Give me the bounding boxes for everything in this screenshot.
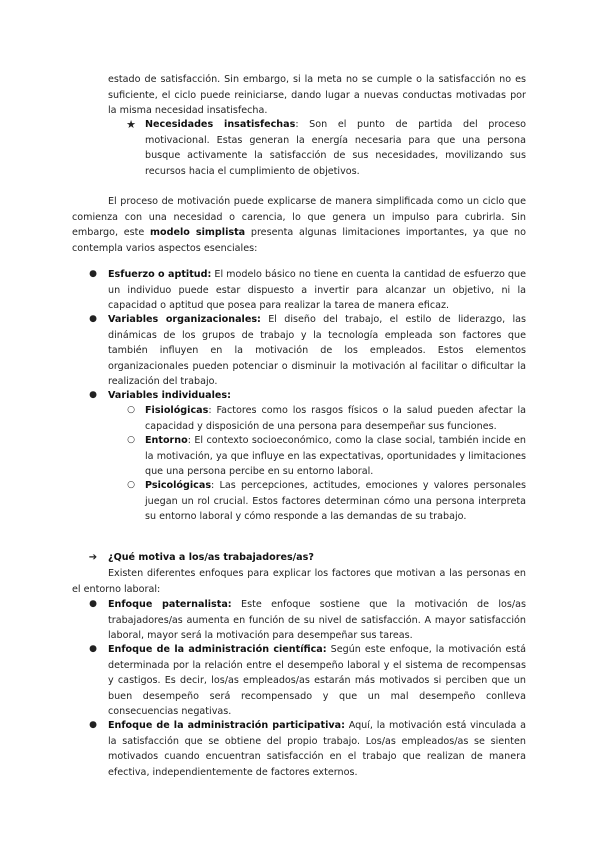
star-bullet-icon: ★ [126,118,136,131]
sub-list-item [145,478,526,525]
star-item-title: Necesidades insatisfechas [145,119,296,130]
bullet-dot-icon: ● [89,269,97,279]
section-intro-text: Existen diferentes enfoques para explicar los factores que motivan a las personas en el entorno laboral: [72,568,526,595]
model-text-pre: El proceso de motivación puede explicarse de manera simplificada como un ciclo que comienza con una necesidad o carencia, lo que genera un impulso para cubrirla. Sin embargo, este [72,196,526,239]
sub-list-item [145,433,526,480]
sub-item-title: Entorno [145,435,188,446]
sub-bullet-circle-icon: ○ [127,480,135,490]
section-intro [72,566,526,597]
intro-text: estado de satisfacción. Sin embargo, si la meta no se cumple o la satisfacción no es suficiente, el ciclo puede reiniciarse, dando lugar a nuevas conductas motivadas por la misma necesidad insatisfecha. [108,74,526,117]
sub-item-text: : Las percepciones, actitudes, emociones y valores personales juegan un rol crucial. Estos factores determinan cómo una persona interpreta su entorno laboral y cómo responde a las demandas de su trabajo. [145,480,526,523]
model-text-bold: modelo simplista [150,227,246,239]
sub-bullet-circle-icon: ○ [127,405,135,415]
arrow-bullet-icon: ➔ [88,552,98,563]
sub-bullet-circle-icon: ○ [127,435,135,445]
list-item-title: Enfoque de la administración científica: [108,644,327,655]
list-item-text: Según este enfoque, la motivación está determinada por la relación entre el desempeño laboral y el sistema de recompensas y castigos. Es decir, los/as empleados/as estarán más motivados si perciben que un buen desempeño será recompensado y que un mal desempeño conlleva consecuencias negativas. [108,644,526,718]
intro-paragraph [108,72,526,119]
list-item-title: Variables organizacionales: [108,314,261,325]
list-item [108,267,526,314]
bullet-dot-icon: ● [89,599,97,609]
model-text-post: presenta algunas limitaciones importantes, ya que no contempla varios aspectos esenciales: [72,227,526,254]
list-item-text: Este enfoque sostiene que la motivación de los/as trabajadores/as aumenta en función de su nivel de satisfacción. A mayor satisfacción laboral, mayor será la motivación para desempeñar sus tareas. [108,599,526,642]
bullet-dot-icon: ● [89,390,97,400]
section-heading-text: ¿Qué motiva a los/as trabajadores/as? [108,552,314,563]
bullet-dot-icon: ● [89,720,97,730]
list-item-text: El modelo básico no tiene en cuenta la cantidad de esfuerzo que un individuo puede estar dispuesto a invertir para alcanzar un objetivo, ni la capacidad o aptitud que posea para realizar la tarea de manera eficaz. [108,269,526,312]
list-item [108,718,526,780]
sub-item-text: : El contexto socioeconómico, como la clase social, también incide en la motivación, ya que influye en las expectativas, oportunidades y limitaciones que una persona percibe en su entorno laboral. [145,435,526,478]
bullet-dot-icon: ● [89,644,97,654]
star-item-text: : Son el punto de partida del proceso motivacional. Estas generan la energía necesaria para que una persona busque activamente la satisfacción de sus necesidades, movilizando sus recursos hacia el cumplimiento de objetivos. [145,119,527,177]
list-item-title: Variables individuales: [108,390,231,401]
section-heading [108,550,526,566]
model-paragraph [72,194,526,256]
list-item [108,642,526,720]
list-item-text: Aquí, la motivación está vinculada a la satisfacción que se obtiene del propio trabajo. Los/as empleados/as se sienten motivados cuando encuentran satisfacción en el trabajo que realizan de manera efectiva, independientemente de factores externos. [108,720,526,778]
list-item [108,312,526,390]
sub-item-title: Psicológicas [145,480,212,491]
list-item-text: El diseño del trabajo, el estilo de liderazgo, las dinámicas de los grupos de trabajo y la tecnología empleada son factores que también influyen en la motivación de los empleados. Estos elementos organizacionales pueden potenciar o disminuir la motivación al facilitar o dificultar la realización del trabajo. [108,314,527,388]
sub-list-item [145,403,526,434]
list-item-title: Esfuerzo o aptitud: [108,269,212,280]
bullet-dot-icon: ● [89,314,97,324]
list-item-title: Enfoque paternalista: [108,599,232,610]
sub-item-text: : Factores como los rasgos físicos o la salud pueden afectar la capacidad y disposición de una persona para desempeñar sus funciones. [145,405,526,432]
star-item [145,117,526,179]
sub-item-title: Fisiológicas [145,405,209,416]
list-item [108,597,526,644]
list-item [108,388,526,404]
list-item-title: Enfoque de la administración participativa: [108,720,345,731]
